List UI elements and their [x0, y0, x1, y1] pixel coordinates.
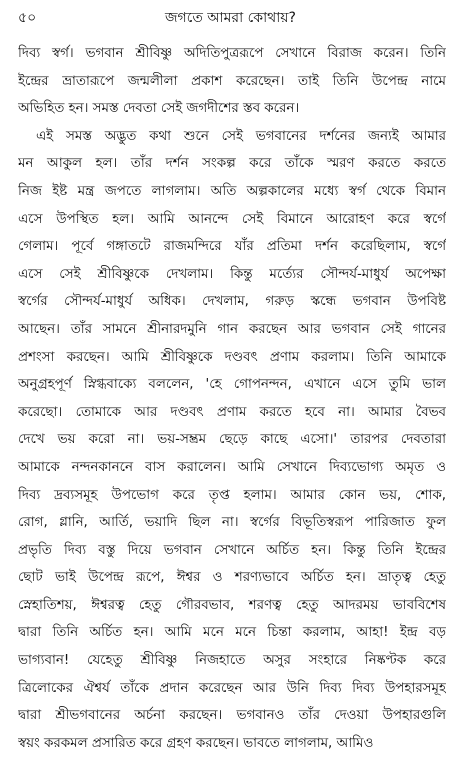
text-line: নিজ ইষ্ট মন্ত্র জপতে লাগলাম। অতি অল্পকালের মধ্যে স্বর্গ থেকে বিমান	[18, 183, 446, 199]
text-line: দ্বারা তিনি অর্চিত হন। আমি মনে মনে চিন্তা করলাম, আহা! ইন্দ্র বড়	[18, 625, 446, 641]
text-line: অভিহিত হন। সমস্ত দেবতা সেই জগদীশের স্তব করেন।	[18, 101, 300, 117]
text-line: স্বয়ং করকমল প্রসারিত করে গ্রহণ করছেন। ভাবতে লাগলাম, আমিও	[18, 735, 374, 751]
text-line: মন আকুল হল। তাঁর দর্শন সংকল্প করে তাঁকে স্মরণ করতে করতে	[18, 156, 446, 172]
page-number: ৫০	[18, 10, 37, 26]
text-line: স্নেহাতিশয়, ঈশ্বরত্ব হেতু গৌরবভাব, শরণত্ব হেতু আদরময় ভাববিশেষ	[18, 597, 446, 613]
text-line: ভাগ্যবান! যেহেতু শ্রীবিষ্ণু নিজহাতে অসুর সংহারে নিষ্কণ্টক করে	[18, 653, 446, 669]
text-line: দিব্য স্বর্গ। ভগবান শ্রীবিষ্ণু অদিতিপুত্ররূপে সেখানে বিরাজ করেন। তিনি	[18, 46, 446, 61]
text-line: আমাকে নন্দনকাননে বাস করালেন। আমি সেখানে দিব্যভোগ্য অমৃত ও	[18, 459, 446, 475]
text-line: এসে সেই শ্রীবিষ্ণুকে দেখলাম। কিন্তু মর্ত্যের সৌন্দর্য-মাধুর্য অপেক্ষা	[18, 266, 446, 282]
page-header	[18, 6, 443, 30]
text-line: দেখে ভয় করো না। ভয়-সম্ভ্রম ছেড়ে কাছে এসো।' তারপর দেবতারা	[18, 432, 446, 448]
text-line: দ্বারা শ্রীভগবানের অর্চনা করছেন। ভগবানও তাঁর দেওয়া উপহারগুলি	[18, 708, 446, 724]
text-line: ত্রিলোকের ঐশ্বর্য তাঁকে প্রদান করেছেন আর উনি দিব্য দিব্য উপহারসমূহ	[18, 680, 446, 696]
text-line: দিব্য দ্রব্যসমূহ উপভোগ করে তৃপ্ত হলাম। আমার কোন ভয়, শোক,	[18, 487, 446, 503]
text-line: প্রশংসা করছেন। আমি শ্রীবিষ্ণুকে দণ্ডবৎ প্রণাম করলাম। তিনি আমাকে	[18, 349, 446, 365]
body-text	[18, 40, 446, 757]
text-line: এসে উপস্থিত হল। আমি আনন্দে সেই বিমানে আরোহণ করে স্বর্গে	[18, 211, 446, 227]
text-line: ছোট ভাই উপেন্দ্র রূপে, ঈশ্বর ও শরণ্যভাবে অর্চিত হন। ভ্রাতৃত্ব হেতু	[18, 570, 446, 586]
text-line: অনুগ্রহপূর্ণ স্নিগ্ধবাক্যে বললেন, 'হে গোপনন্দন, এখানে এসে তুমি ভাল	[18, 377, 446, 393]
text-line: এই সমস্ত অদ্ভুত কথা শুনে সেই ভগবানের দর্শনের জন্যই আমার	[36, 128, 446, 144]
text-line: আছেন। তাঁর সামনে শ্রীনারদমুনি গান করছেন আর ভগবান সেই গানের	[18, 321, 446, 337]
text-line: গেলাম। পূর্বে গঙ্গাতটে রাজমন্দিরে যাঁর প্রতিমা দর্শন করেছিলাম, স্বর্গে	[18, 239, 446, 255]
text-line: ইন্দ্রের ভ্রাতারূপে জন্মলীলা প্রকাশ করেছেন। তাই তিনি উপেন্দ্র নামে	[18, 73, 446, 89]
text-line: রোগ, গ্লানি, আর্তি, ভয়াদি ছিল না। স্বর্গের বিভূতিস্বরূপ পারিজাত ফুল	[18, 515, 446, 531]
text-line: স্বর্গের সৌন্দর্য-মাধুর্য অধিক। দেখলাম, গরুড় স্কন্ধে ভগবান উপবিষ্ট	[18, 294, 446, 310]
text-line: প্রভৃতি দিব্য বস্তু দিয়ে ভগবান সেখানে অর্চিত হন। কিন্তু তিনি ইন্দ্রের	[18, 542, 446, 558]
text-line: করেছো। তোমাকে আর দণ্ডবৎ প্রণাম করতে হবে না। আমার বৈভব	[18, 404, 446, 420]
running-title: জগতে আমরা কোথায়?	[165, 10, 296, 26]
